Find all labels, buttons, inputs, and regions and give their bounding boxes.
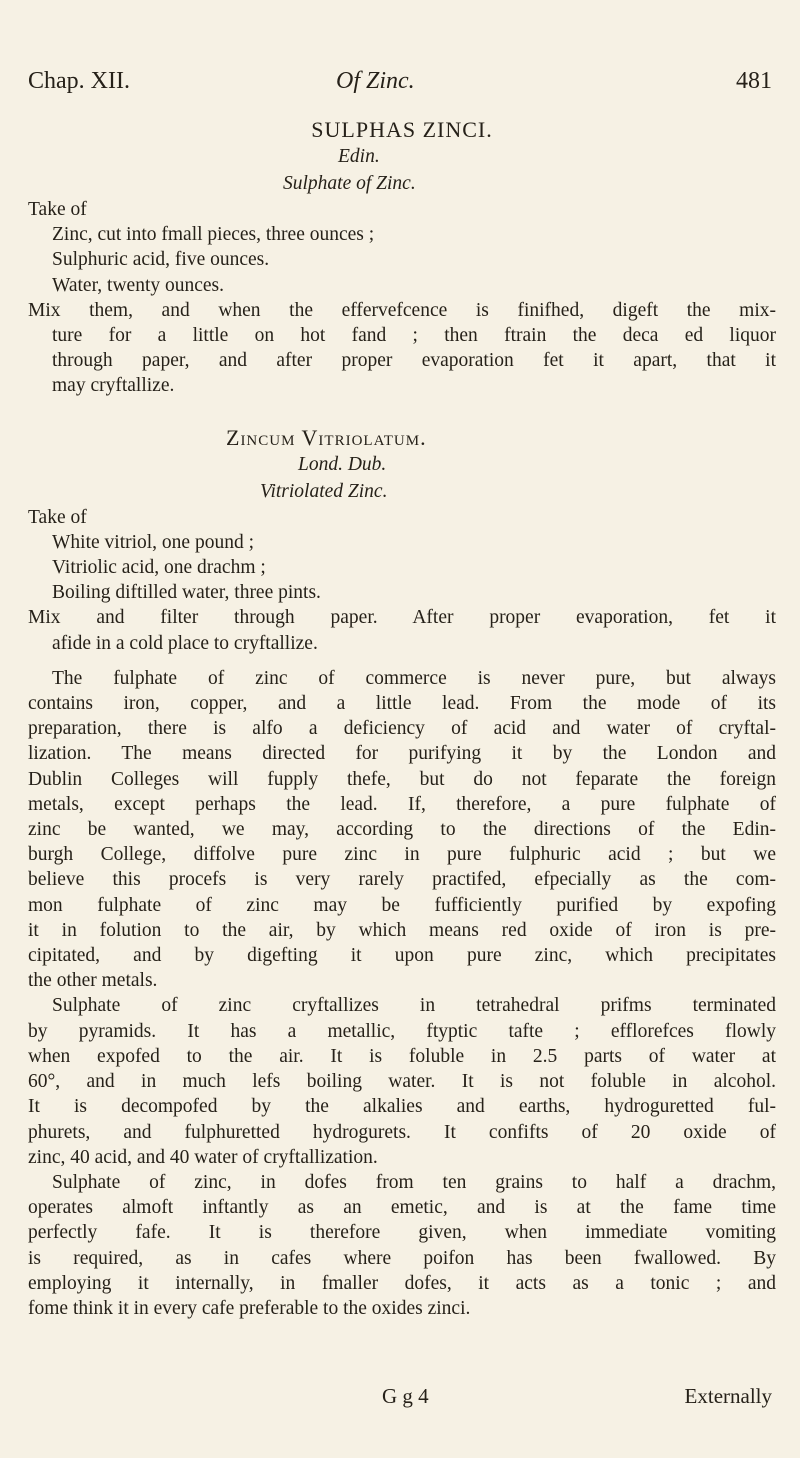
- running-header: [28, 68, 772, 108]
- text-line: perfectly fafe. It is therefore given, when immediate vomiting: [28, 1222, 776, 1244]
- directions-line: Mix and filter through paper. After proper evaporation, fet it: [28, 607, 776, 629]
- signature-mark: G g 4: [382, 1384, 429, 1408]
- section-subtitle: Vitriolated Zinc.: [260, 480, 388, 502]
- directions-line: ture for a little on hot fand ; then ftrain the deca ed liquor: [52, 325, 776, 347]
- text-line: metals, except perhaps the lead. If, therefore, a pure fulphate of: [28, 793, 776, 815]
- text-line: phurets, and fulphuretted hydrogurets. It confifts of 20 oxide of: [28, 1121, 776, 1143]
- text-line: the other metals.: [28, 970, 158, 992]
- ingredient-line: White vitriol, one pound ;: [52, 531, 255, 553]
- text-line: operates almoft inftantly as an emetic, and is at the fame time: [28, 1197, 776, 1219]
- text-line: zinc be wanted, we may, according to the directions of the Edin-: [28, 819, 776, 841]
- page-number: 481: [736, 68, 772, 94]
- text-line: Sulphate of zinc cryftallizes in tetrahedral prifms terminated: [52, 995, 776, 1017]
- page-body: [28, 116, 776, 1321]
- directions-line: afide in a cold place to cryftallize.: [52, 632, 318, 654]
- commentary-paragraph: [28, 993, 776, 1169]
- text-line: is required, as in cafes where poifon has been fwallowed. By: [28, 1247, 776, 1269]
- text-line: fome think it in every cafe preferable to the oxides zinci.: [28, 1297, 471, 1319]
- text-line: employing it internally, in fmaller dofes, it acts as a tonic ; and: [28, 1272, 776, 1294]
- catchword: Externally: [684, 1384, 772, 1408]
- pharmacopoeia-source: Edin.: [338, 146, 380, 167]
- commentary-paragraph: [28, 1170, 776, 1321]
- ingredient-line: Boiling diftilled water, three pints.: [52, 582, 321, 604]
- text-line: Sulphate of zinc, in dofes from ten grains to half a drachm,: [52, 1171, 776, 1193]
- text-line: zinc, 40 acid, and 40 water of cryftallization.: [28, 1146, 378, 1168]
- chapter-label: Chap. XII.: [28, 68, 130, 94]
- commentary-paragraph: [28, 666, 776, 994]
- section-title: SULPHAS ZINCI.: [311, 117, 493, 142]
- text-line: It is decompofed by the alkalies and earths, hydroguretted ful-: [28, 1096, 776, 1118]
- recipe-zincum-vitriolatum: [28, 424, 776, 656]
- recipe-sulphas-zinci: [28, 116, 776, 399]
- text-line: cipitated, and by digefting it upon pure zinc, which precipitates: [28, 945, 776, 967]
- take-of-label: Take of: [28, 506, 87, 528]
- ingredient-line: Water, twenty ounces.: [52, 274, 225, 296]
- text-line: contains iron, copper, and a little lead. From the mode of its: [28, 693, 776, 715]
- pharmacopoeia-source: Lond. Dub.: [298, 453, 387, 475]
- spacer: [28, 656, 776, 666]
- directions-line: Mix them, and when the effervefcence is finifhed, digeft the mix-: [28, 299, 776, 321]
- section-subtitle: Sulphate of Zinc.: [283, 173, 416, 194]
- take-of-label: Take of: [28, 199, 87, 220]
- directions-line: may cryftallize.: [52, 375, 175, 397]
- page-footer: [28, 1384, 772, 1412]
- text-line: it in folution to the air, by which means red oxide of iron is pre-: [28, 919, 776, 941]
- text-line: 60°, and in much lefs boiling water. It is not foluble in alcohol.: [28, 1071, 776, 1093]
- ingredient-line: Sulphuric acid, five ounces.: [52, 249, 270, 271]
- directions-line: through paper, and after proper evaporation fet it apart, that it: [52, 350, 776, 372]
- text-line: preparation, there is alfo a deficiency of acid and water of cryftal-: [28, 718, 776, 740]
- running-title: Of Zinc.: [336, 68, 415, 94]
- text-line: The fulphate of zinc of commerce is never pure, but always: [52, 667, 776, 689]
- spacer: [28, 399, 776, 424]
- ingredient-line: Zinc, cut into fmall pieces, three ounces ;: [52, 224, 375, 246]
- text-line: burgh College, diffolve pure zinc in pure fulphuric acid ; but we: [28, 844, 776, 866]
- text-line: believe this procefs is very rarely practifed, efpecially as the com-: [28, 869, 776, 891]
- section-title: Zincum Vitriolatum.: [226, 424, 427, 450]
- text-line: lization. The means directed for purifying it by the London and: [28, 743, 776, 765]
- text-line: by pyramids. It has a metallic, ftyptic tafte ; efflorefces flowly: [28, 1020, 776, 1042]
- text-line: Dublin Colleges will fupply thefe, but do not feparate the foreign: [28, 768, 776, 790]
- ingredient-line: Vitriolic acid, one drachm ;: [52, 557, 266, 579]
- text-line: mon fulphate of zinc may be fufficiently purified by expofing: [28, 894, 776, 916]
- text-line: when expofed to the air. It is foluble in 2.5 parts of water at: [28, 1045, 776, 1067]
